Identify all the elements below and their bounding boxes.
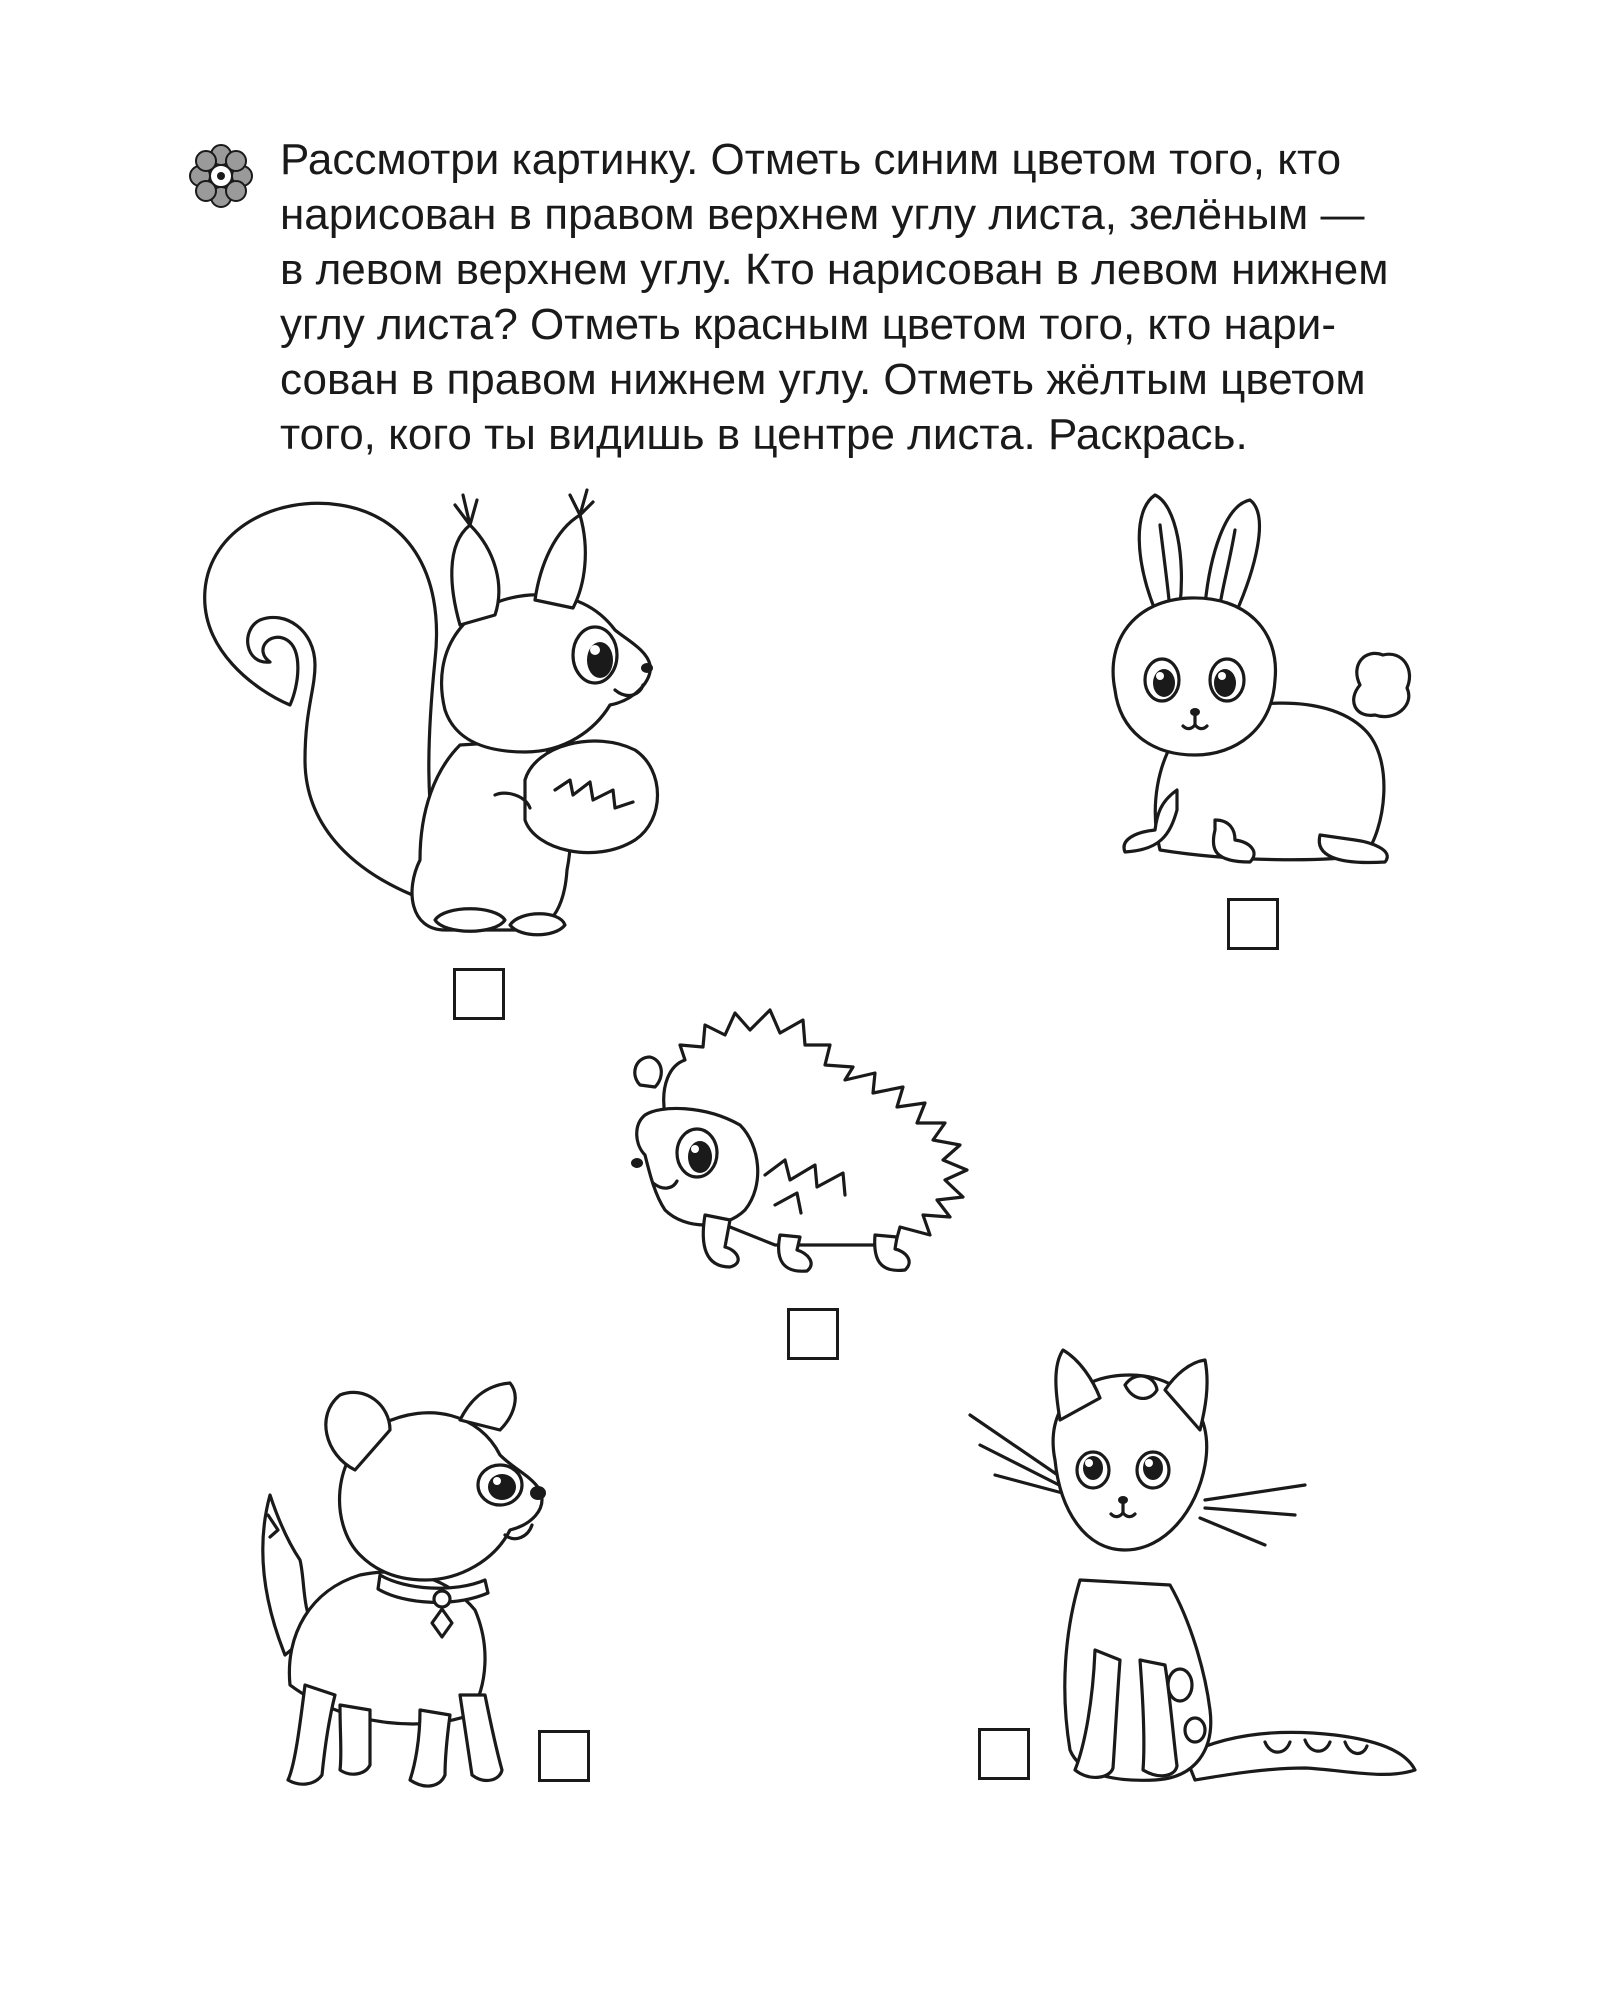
squirrel-icon (195, 490, 685, 950)
hedgehog-icon (625, 1005, 1015, 1285)
instruction-line: Рассмотри картинку. Отметь синим цветом того, кто (280, 135, 1342, 184)
instruction-line: в левом верхнем углу. Кто нарисован в левом нижнем (280, 245, 1389, 294)
hedgehog-checkbox[interactable] (787, 1308, 839, 1360)
kitten-icon (965, 1350, 1425, 1800)
instruction-line: сован в правом нижнем углу. Отметь жёлтым цветом (280, 355, 1366, 404)
rabbit-checkbox[interactable] (1227, 898, 1279, 950)
instruction-line: того, кого ты видишь в центре листа. Раскрась. (280, 410, 1248, 459)
kitten-checkbox[interactable] (978, 1728, 1030, 1780)
instruction-line: углу листа? Отметь красным цветом того, кто нари- (280, 300, 1336, 349)
rabbit-icon (1065, 490, 1425, 880)
squirrel-checkbox[interactable] (453, 968, 505, 1020)
task-instruction (280, 132, 1452, 462)
puppy-checkbox[interactable] (538, 1730, 590, 1782)
instruction-line: нарисован в правом верхнем углу листа, зелёным — (280, 190, 1365, 239)
flower-bullet-icon (185, 140, 257, 212)
